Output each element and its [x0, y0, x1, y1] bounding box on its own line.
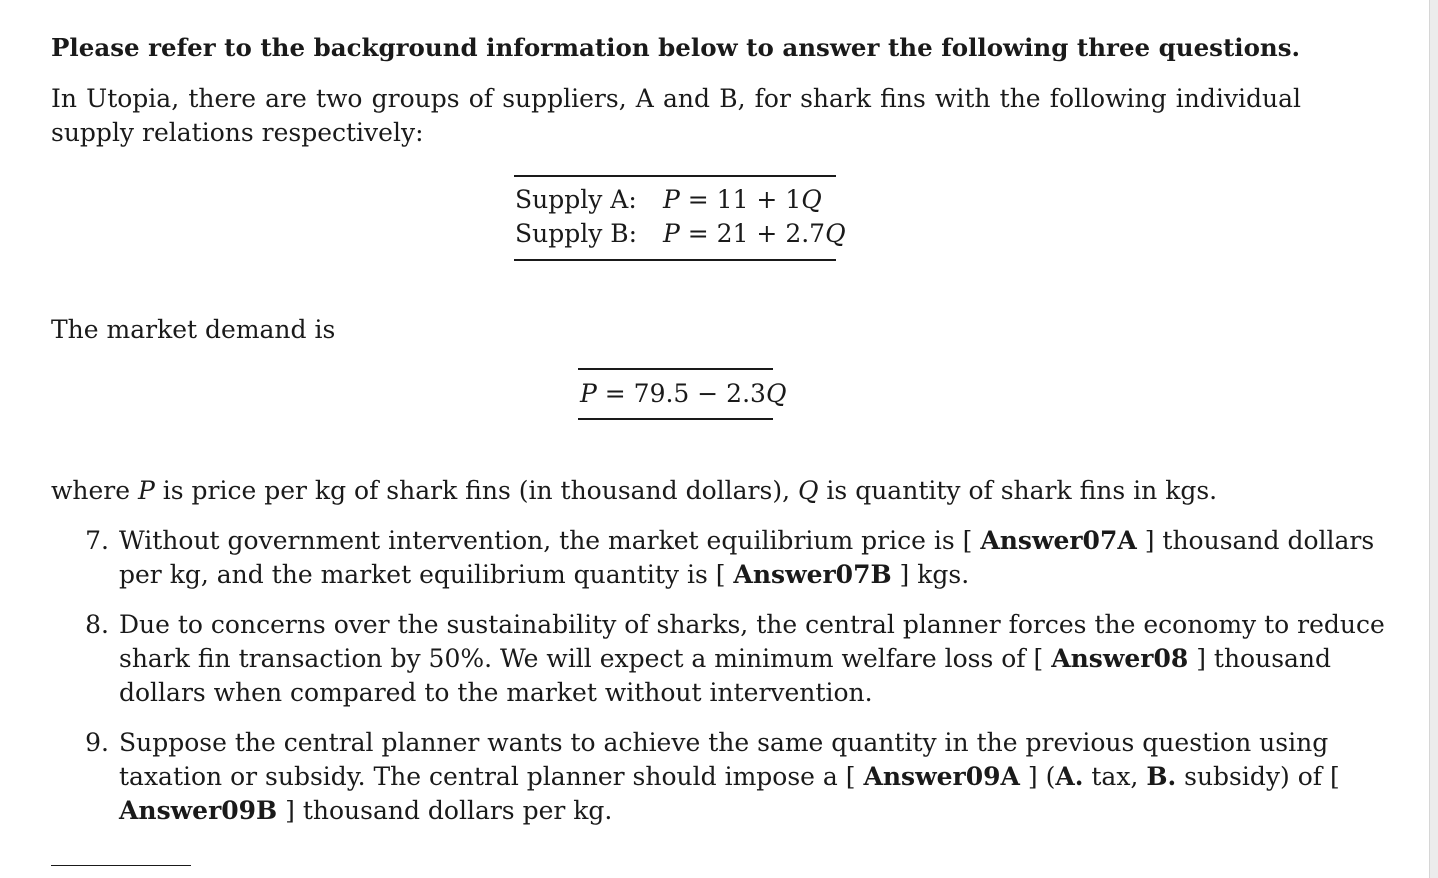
- question-line: [119, 794, 1301, 828]
- question-9: [83, 726, 1340, 828]
- answer-09a-blank[interactable]: Answer09A: [863, 762, 1020, 791]
- question-text: subsidy) of [: [1176, 762, 1340, 791]
- option-a-label: A.: [1055, 762, 1084, 791]
- supply-table: [514, 175, 846, 261]
- quantity-variable: Q: [801, 185, 822, 214]
- option-b-label: B.: [1146, 762, 1177, 791]
- question-text: ] kgs.: [891, 560, 970, 589]
- answer-08-blank[interactable]: Answer08: [1051, 644, 1189, 673]
- supply-row-b: [515, 217, 846, 251]
- question-number: 8.: [85, 610, 109, 639]
- question-line: Suppose the central planner wants to achieve the same quantity in the previous question using: [119, 728, 1329, 757]
- price-variable: P: [580, 379, 597, 408]
- where-text: where: [51, 476, 138, 505]
- question-line: [119, 760, 1340, 794]
- quantity-variable: Q: [797, 476, 819, 505]
- demand-label: The market demand is: [51, 315, 336, 344]
- demand-equation-rhs: = 79.5 − 2.3: [596, 379, 766, 408]
- question-text: ] thousand: [1188, 644, 1332, 673]
- question-text: ] (: [1019, 762, 1056, 791]
- price-variable: P: [663, 219, 680, 248]
- answer-09b-blank[interactable]: Answer09B: [119, 796, 278, 825]
- supply-row-label: Supply A:: [515, 185, 637, 214]
- footnote-rule: [51, 865, 191, 866]
- instruction-heading: Please refer to the background information below to answer the following three questions.: [51, 33, 1301, 62]
- question-number: 9.: [85, 728, 109, 757]
- supply-row-a: [515, 183, 822, 217]
- question-text: tax,: [1083, 762, 1147, 791]
- where-text: is quantity of shark fins in kgs.: [818, 476, 1218, 505]
- intro-paragraph: In Utopia, there are two groups of suppliers, A and B, for shark fins with the following individual supply relations respectively:: [51, 84, 1301, 147]
- price-variable: P: [663, 185, 680, 214]
- question-line: [119, 524, 1375, 558]
- question-text: per kg, and the market equilibrium quantity is [: [119, 560, 734, 589]
- variable-definition: [51, 474, 1301, 508]
- question-text: shark fin transaction by 50%. We will expect a minimum welfare loss of [: [119, 644, 1052, 673]
- question-line: Due to concerns over the sustainability of sharks, the central planner forces the economy to reduce: [119, 610, 1385, 639]
- page-edge-scrollbar: [1429, 0, 1438, 878]
- demand-equation-box: [578, 368, 787, 420]
- supply-equation-rhs: = 11 + 1: [679, 185, 802, 214]
- question-line: dollars when compared to the market without intervention.: [119, 678, 873, 707]
- question-text: ] thousand dollars per kg.: [277, 796, 613, 825]
- question-number: 7.: [85, 526, 109, 555]
- answer-07a-blank[interactable]: Answer07A: [980, 526, 1137, 555]
- quantity-variable: Q: [765, 379, 787, 408]
- question-line: [119, 558, 1301, 592]
- question-8: [83, 608, 1385, 710]
- question-text: Without government intervention, the market equilibrium price is [: [119, 526, 981, 555]
- demand-equation: [580, 377, 786, 411]
- where-text: is price per kg of shark fins (in thousand dollars),: [154, 476, 798, 505]
- question-line: [119, 642, 1332, 676]
- question-text: ] thousand dollars: [1136, 526, 1375, 555]
- question-text: taxation or subsidy. The central planner should impose a [: [119, 762, 864, 791]
- supply-row-label: Supply B:: [515, 219, 638, 248]
- price-variable: P: [138, 476, 155, 505]
- supply-equation-rhs: = 21 + 2.7: [679, 219, 826, 248]
- question-7: [83, 524, 1375, 592]
- quantity-variable: Q: [825, 219, 846, 248]
- answer-07b-blank[interactable]: Answer07B: [733, 560, 892, 589]
